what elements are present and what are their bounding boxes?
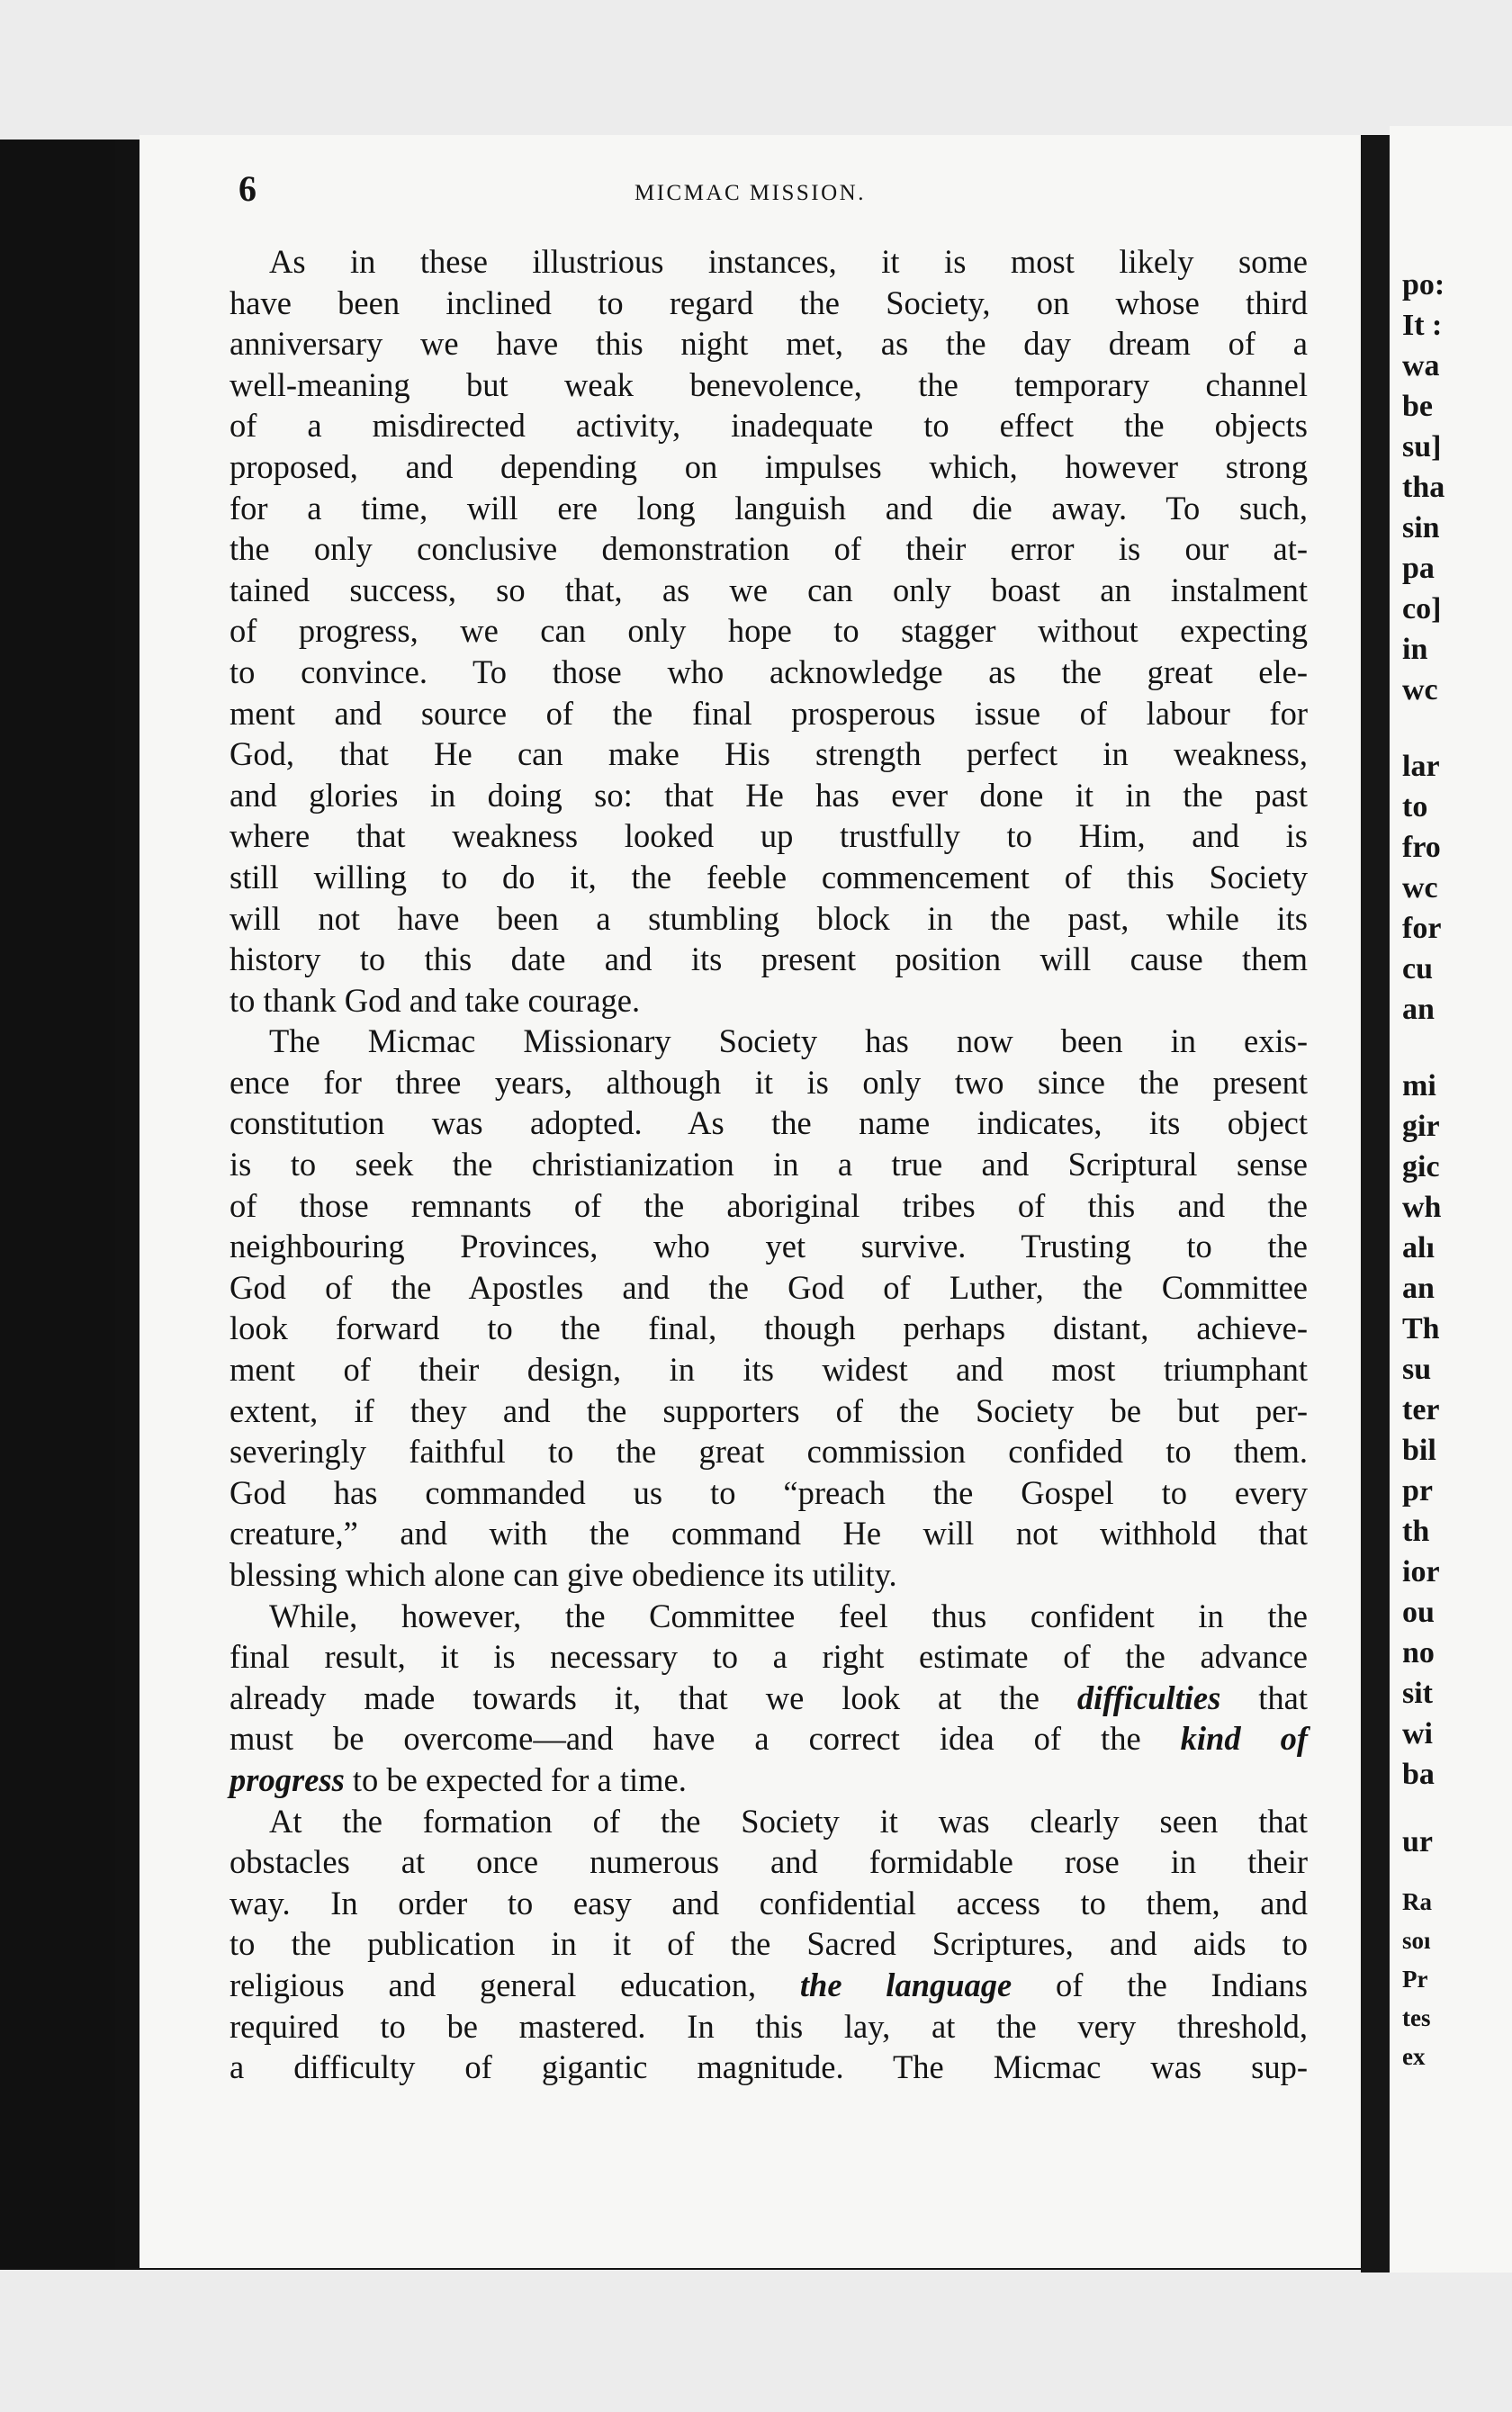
facing-page-fragment: cu — [1402, 952, 1433, 986]
facing-page-fragment: sit — [1402, 1677, 1433, 1710]
facing-page-fragment: pa — [1402, 552, 1435, 585]
facing-page-fragment: lar — [1402, 750, 1440, 783]
facing-page-fragment: an — [1402, 993, 1435, 1026]
text-line: well-meaning but weak benevolence, the temporary channel — [230, 365, 1308, 403]
microfilm-frame-bottom — [0, 2270, 1512, 2412]
text-line: required to be mastered. In this lay, at the very threshold, — [230, 2007, 1308, 2045]
text-line: As in these illustrious instances, it is most likely some — [269, 243, 1308, 280]
facing-page-fragment: wc — [1402, 673, 1438, 706]
emphasis-the-language: the language — [799, 1966, 1012, 2003]
text-line: a difficulty of gigantic magnitude. The Micmac was sup- — [230, 2048, 1308, 2086]
facing-page-fragment: be — [1402, 390, 1433, 423]
facing-page-fragment: tes — [1402, 2004, 1431, 2031]
facing-page-fragment: wa — [1402, 349, 1440, 382]
text-line: extent, if they and the supporters of the Society be but per- — [230, 1391, 1308, 1429]
facing-page-fragment: an — [1402, 1272, 1435, 1305]
text-line: God of the Apostles and the God of Luther, the Committee — [230, 1268, 1308, 1306]
facing-page-fragment: po: — [1402, 268, 1445, 302]
text-line: creature,” and with the command He will not withhold that — [230, 1515, 1308, 1552]
facing-page-fragment: for — [1402, 912, 1442, 945]
facing-page-fragment: fro — [1402, 831, 1441, 864]
text-line — [230, 1965, 1308, 2006]
body-text — [230, 241, 1308, 2088]
emphasis-kind-of: kind of — [1180, 1720, 1308, 1758]
text-line: the only conclusive demonstration of their error is our at- — [230, 530, 1308, 568]
text-line: still willing to do it, the feeble commencement of this Society — [230, 858, 1308, 896]
text-line: The Micmac Missionary Society has now been in exis- — [269, 1022, 1308, 1060]
facing-page-fragment: mi — [1402, 1069, 1436, 1102]
text-line: ence for three years, although it is only two since the present — [230, 1063, 1308, 1101]
facing-page-fragment: Ra — [1402, 1888, 1432, 1915]
text-line: While, however, the Committee feel thus confident in the — [269, 1597, 1308, 1634]
text-line: to the publication in it of the Sacred Scriptures, and aids to — [230, 1925, 1308, 1963]
facing-page-fragment: Th — [1402, 1312, 1440, 1346]
text-run: to be expected for a time. — [344, 1760, 687, 1798]
text-run: religious and general education, — [230, 1966, 800, 2003]
text-line: constitution was adopted. As the name indicates, its object — [230, 1104, 1308, 1142]
facing-page-fragment: sin — [1402, 511, 1440, 544]
text-line: where that weakness looked up trustfully to Him, and is — [230, 817, 1308, 855]
page-number: 6 — [238, 168, 256, 209]
paragraph-1 — [230, 241, 1308, 1021]
text-line: of a misdirected activity, inadequate to effect the objects — [230, 407, 1308, 445]
text-line: God, that He can make His strength perfect in weakness, — [230, 735, 1308, 773]
facing-page-fragment: wc — [1402, 871, 1438, 904]
text-line: neighbouring Provinces, who yet survive. Trusting to the — [230, 1228, 1308, 1265]
text-line: blessing which alone can give obedience its utility. — [230, 1556, 897, 1593]
running-head: MICMAC MISSION. — [634, 181, 866, 205]
text-line: is to seek the christianization in a true and Scriptural sense — [230, 1146, 1308, 1184]
text-run: must be overcome—and have a correct idea of the — [230, 1720, 1181, 1758]
text-line: final result, it is necessary to a right estimate of the advance — [230, 1638, 1308, 1676]
facing-page-fragment: ou — [1402, 1596, 1435, 1629]
text-line: to convince. To those who acknowledge as the great ele- — [230, 652, 1308, 690]
emphasis-progress: progress — [230, 1760, 345, 1798]
facing-page-fragment: su] — [1402, 430, 1442, 464]
facing-page-fragment: ba — [1402, 1758, 1435, 1791]
page-gutter — [1361, 135, 1390, 2272]
paragraph-4 — [230, 1801, 1308, 2088]
facing-page-fragment: th — [1402, 1515, 1430, 1548]
facing-page-fragment: ter — [1402, 1393, 1440, 1426]
text-line: proposed, and depending on impulses which, however strong — [230, 447, 1308, 485]
paragraph-3 — [230, 1596, 1308, 1801]
text-line: severingly faithful to the great commission confided to them. — [230, 1433, 1308, 1471]
facing-page-fragment: ur — [1402, 1825, 1433, 1858]
text-line: tained success, so that, as we can only boast an instalment — [230, 571, 1308, 608]
text-line: anniversary we have this night met, as the day dream of a — [230, 325, 1308, 363]
facing-page-fragment: ior — [1402, 1555, 1440, 1588]
text-line: ment and source of the final prosperous issue of labour for — [230, 694, 1308, 732]
text-line: have been inclined to regard the Society, on whose third — [230, 284, 1308, 321]
microfilm-frame-top — [0, 0, 1512, 140]
facing-page-fragment: gic — [1402, 1150, 1440, 1184]
text-line — [230, 1760, 1308, 1801]
text-line: obstacles at once numerous and formidable rose in their — [230, 1843, 1308, 1881]
facing-page-fragment: gir — [1402, 1110, 1440, 1143]
text-line: of progress, we can only hope to stagger without expecting — [230, 612, 1308, 650]
facing-page-fragment: ex — [1402, 2043, 1426, 2070]
facing-page-fragment: to — [1402, 790, 1428, 824]
paragraph-2 — [230, 1021, 1308, 1595]
text-line: to thank God and take courage. — [230, 981, 641, 1019]
text-run: that — [1220, 1678, 1308, 1716]
text-line: will not have been a stumbling block in the past, while its — [230, 899, 1308, 937]
facing-page-fragment: tha — [1402, 471, 1445, 504]
facing-page-fragment: in — [1402, 633, 1428, 666]
facing-page-fragment: su — [1402, 1353, 1432, 1386]
text-line: look forward to the final, though perhaps distant, achieve- — [230, 1310, 1308, 1347]
text-line — [230, 1678, 1308, 1719]
facing-page-fragment: bil — [1402, 1434, 1436, 1467]
facing-page-fragment: wh — [1402, 1191, 1442, 1224]
facing-page-fragment: soı — [1402, 1927, 1431, 1954]
text-line: for a time, will ere long languish and die away. To such, — [230, 489, 1308, 526]
facing-page-fragment: wi — [1402, 1717, 1433, 1750]
microfilm-frame-left — [0, 140, 115, 2270]
emphasis-difficulties: difficulties — [1076, 1678, 1221, 1716]
text-line: of those remnants of the aboriginal tribes of this and the — [230, 1186, 1308, 1224]
facing-page-fragment: It : — [1402, 309, 1443, 342]
facing-page-edge — [1390, 126, 1512, 2272]
text-run: of the Indians — [1012, 1966, 1309, 2003]
text-line: way. In order to easy and confidential access to them, and — [230, 1884, 1308, 1922]
text-line: ment of their design, in its widest and most triumphant — [230, 1351, 1308, 1389]
text-line — [230, 1718, 1308, 1760]
facing-page-fragment: no — [1402, 1636, 1435, 1670]
facing-page-fragment: alı — [1402, 1231, 1435, 1264]
facing-page-fragment: co] — [1402, 592, 1442, 626]
facing-page-fragment: pr — [1402, 1474, 1433, 1508]
text-line: and glories in doing so: that He has ever done it in the past — [230, 776, 1308, 814]
book-page — [140, 135, 1361, 2268]
text-line: At the formation of the Society it was clearly seen that — [269, 1802, 1308, 1840]
facing-page-fragment: Pr — [1402, 1966, 1428, 1993]
text-run: already made towards it, that we look at the — [230, 1678, 1077, 1716]
text-line: God has commanded us to “preach the Gospel to every — [230, 1473, 1308, 1511]
text-line: history to this date and its present position will cause them — [230, 940, 1308, 978]
